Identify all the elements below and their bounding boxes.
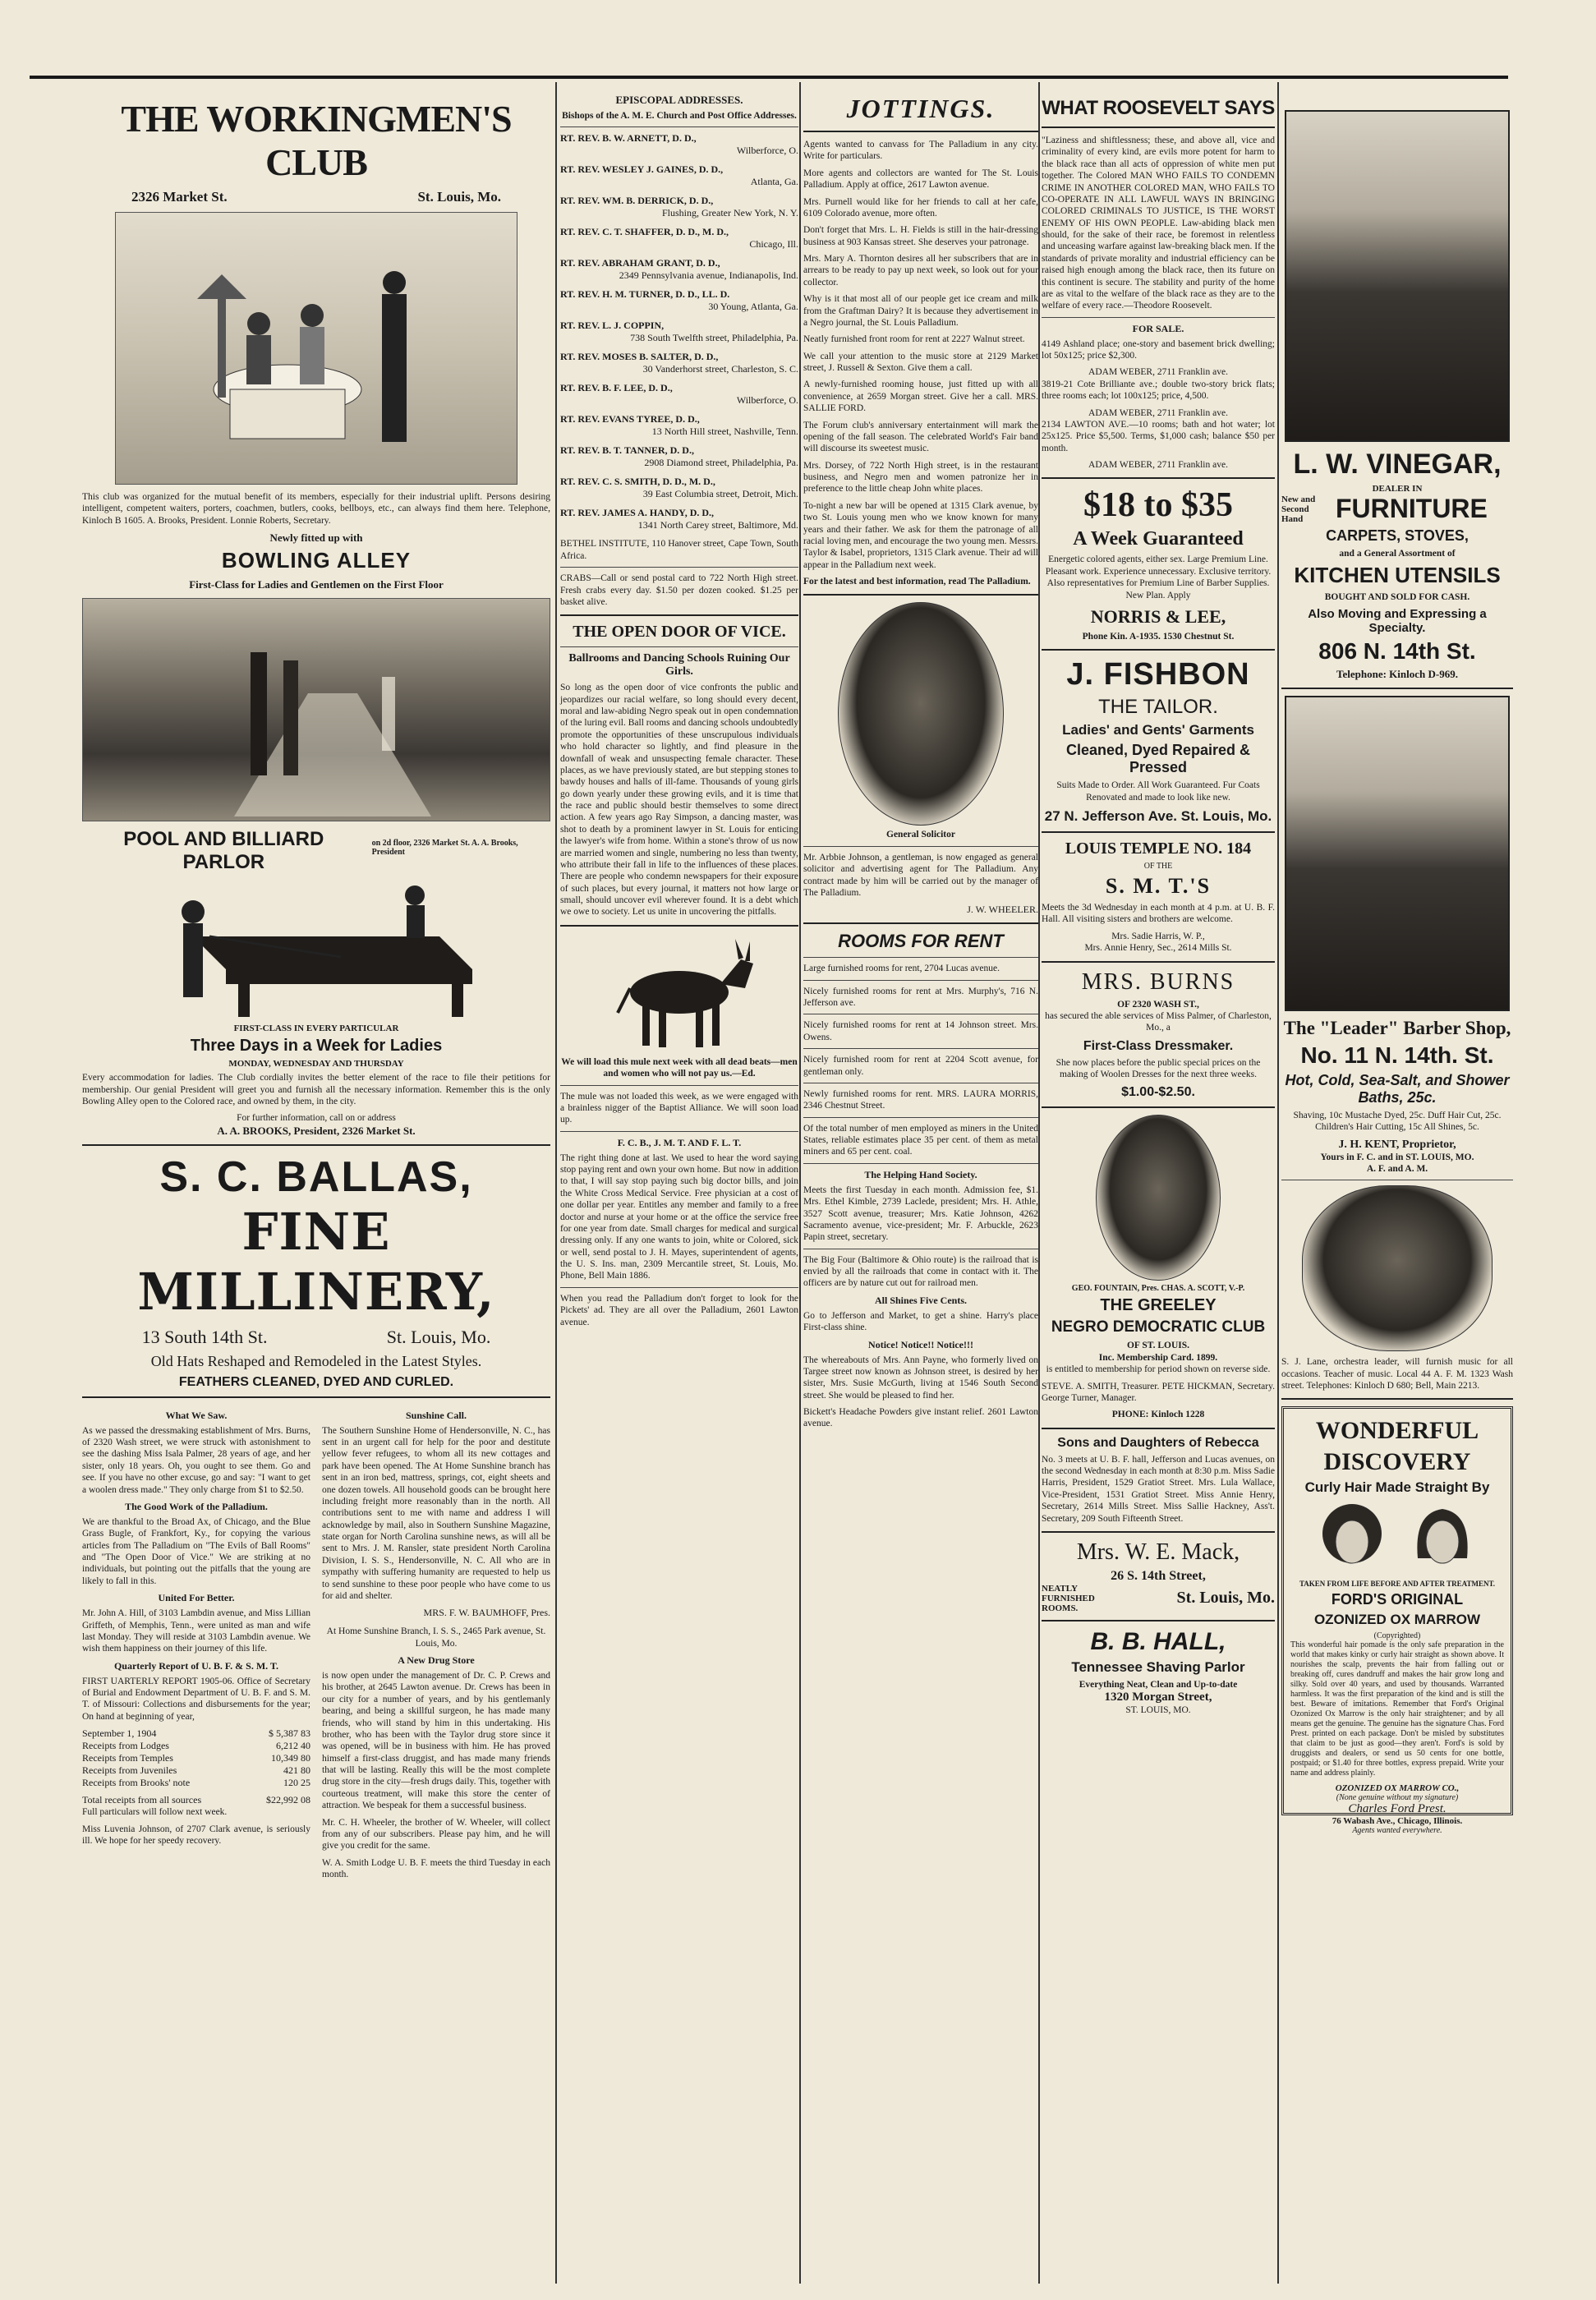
- divider: [560, 925, 798, 927]
- roosevelt-heading: WHAT ROOSEVELT SAYS: [1042, 97, 1275, 119]
- receipt-row: [82, 1727, 310, 1740]
- for-sale-contact: ADAM WEBER, 2711 Franklin ave.: [1088, 460, 1228, 470]
- united-heading: United For Better.: [158, 1592, 235, 1604]
- wage-subheading: A Week Guaranteed: [1073, 528, 1244, 550]
- bethel-institute: BETHEL INSTITUTE, 110 Hanover street, Cape Town, South Africa.: [560, 539, 798, 561]
- lane-text: S. J. Lane, orchestra leader, will furnish music for all occasions. Teacher of music. Local 44 A. F. M. 1323 Wash street. Telephones: Kinloch D 680; Bell, Main 2213.: [1281, 1357, 1513, 1391]
- bishop-name: RT. REV. WESLEY J. GAINES, D. D.,: [560, 163, 724, 176]
- hall-address: 1320 Morgan Street,: [1104, 1690, 1212, 1704]
- total-value: $22,992 08: [266, 1794, 310, 1806]
- divider: [560, 614, 798, 616]
- temple-of: OF THE: [1143, 862, 1173, 871]
- bishop-entry: [560, 163, 798, 188]
- bought-sold: BOUGHT AND SOLD FOR CASH.: [1324, 592, 1470, 603]
- smith-lodge-note: W. A. Smith Lodge U. B. F. meets the third Tuesday in each month.: [322, 1857, 550, 1879]
- divider: [803, 131, 1038, 132]
- ozonized-ox-marrow: OZONIZED OX MARROW: [1313, 1612, 1481, 1628]
- ballas-city: St. Louis, Mo.: [386, 1326, 491, 1347]
- divider: [1042, 1620, 1275, 1622]
- column-2: [560, 85, 798, 2279]
- jotting: For the latest and best information, read The Palladium.: [803, 577, 1031, 586]
- fcb-heading: F. C. B., J. M. T. AND F. L. T.: [617, 1136, 742, 1148]
- for-sale-item: 2134 LAWTON AVE.—10 rooms; bath and hot water; lot 25x125. Price $5,500. Terms, $1,000 cash; balance $50 per month.: [1042, 419, 1275, 453]
- billiard-illustration: [115, 879, 517, 1019]
- mule-note: The mule was not loaded this week, as we were engaged with a brainless nigger of the Baptist Alliance. We will soon load up.: [560, 1091, 798, 1125]
- dealer-line: DEALER IN: [1372, 484, 1423, 494]
- bowling-heading: BOWLING ALLEY: [221, 548, 412, 573]
- jottings-heading: JOTTINGS.: [846, 94, 996, 123]
- quarterly-text: FIRST UARTERLY REPORT 1905-06. Office of Secretary of Burial and Endowment Department of U. B. F. and S. M. T. of Missouri: Collections and disbursements for the year; On hand at beginning of year,: [82, 1676, 310, 1722]
- greeley-officers: GEO. FOUNTAIN, Pres. CHAS. A. SCOTT, V.-P.: [1071, 1284, 1245, 1294]
- greeley-heading-2: NEGRO DEMOCRATIC CLUB: [1051, 1318, 1266, 1336]
- greeley-signatures: STEVE. A. SMITH, Treasurer. PETE HICKMAN, Secretary. George Turner, Manager.: [1042, 1381, 1275, 1403]
- for-sale-item: 4149 Ashland place; one-story and basement brick dwelling; lot 50x125; price $2,300.: [1042, 338, 1275, 361]
- dressmaker: First-Class Dressmaker.: [1083, 1038, 1234, 1053]
- wage-text: Energetic colored agents, either sex. Large Premium Line. Pleasant work. Experience unnecessary. Exclusive territory. Also representatives for Premium Line of Barber Supplies. New Plan. Apply: [1045, 554, 1272, 600]
- burns-more: She now places before the public special prices on the making of Woolen Dresses for the next three weeks.: [1056, 1057, 1261, 1079]
- temple-secretary: Mrs. Annie Henry, Sec., 2614 Mills St.: [1084, 943, 1232, 954]
- solicitor-signature: J. W. WHEELER.: [967, 904, 1038, 916]
- divider: [560, 1085, 798, 1086]
- total-label: Total receipts from all sources: [82, 1794, 202, 1806]
- club-address: 2326 Market St.: [131, 189, 228, 205]
- burns-price: $1.00-$2.50.: [1121, 1085, 1195, 1100]
- bowling-alley-photo: [82, 598, 550, 821]
- bishop-name: RT. REV. B. F. LEE, D. D.,: [560, 382, 673, 394]
- leader-address: No. 11 N. 14th. St.: [1300, 1042, 1494, 1068]
- none-genuine: (None genuine without my signature): [1336, 1793, 1459, 1803]
- solicitor-caption: General Solicitor: [886, 830, 955, 840]
- ford-company: OZONIZED OX MARROW CO.,: [1335, 1783, 1460, 1794]
- bishop-address: 30 Young, Atlanta, Ga.: [708, 301, 798, 313]
- bishop-name: RT. REV. MOSES B. SALTER, D. D.,: [560, 351, 719, 363]
- divider: [1042, 1106, 1275, 1108]
- taken-from-life: TAKEN FROM LIFE BEFORE AND AFTER TREATMENT.: [1299, 1580, 1496, 1589]
- vinegar-phone: Telephone: Kinloch D-969.: [1336, 667, 1458, 680]
- episcopal-subheading: Bishops of the A. M. E. Church and Post Office Addresses.: [562, 111, 797, 121]
- vinegar-address: 806 N. 14th St.: [1318, 637, 1476, 664]
- bishop-entry: [560, 476, 798, 500]
- mack-line: [1042, 1584, 1275, 1613]
- united-text: Mr. John A. Hill, of 3103 Lambdin avenue, and Miss Lillian Griffeth, of Memphis, Tenn., were united as man and wife last Monday. They will reside at 3103 Lambdin avenue. We wish them happiness on their journey of this life.: [82, 1608, 310, 1654]
- receipt-row: [82, 1740, 310, 1752]
- receipt-row: [82, 1752, 310, 1764]
- feathers: FEATHERS CLEANED, DYED AND CURLED.: [178, 1374, 454, 1389]
- vinegar-heading: L. W. VINEGAR,: [1293, 448, 1502, 480]
- bicketts-note: Bickett's Headache Powders give instant relief. 2601 Lawton avenue.: [803, 1407, 1038, 1429]
- column-1: [82, 85, 550, 2279]
- divider: [803, 922, 1038, 924]
- norris-address: Phone Kin. A-1935. 1530 Chestnut St.: [1082, 631, 1235, 642]
- bishop-name: RT. REV. B. T. TANNER, D. D.,: [560, 444, 694, 457]
- bishop-address: 39 East Columbia street, Detroit, Mich.: [642, 488, 798, 500]
- greeley-text: is entitled to membership for period shown on reverse side.: [1046, 1364, 1271, 1375]
- smt-heading: S. M. T.'S: [1105, 874, 1212, 898]
- club-address-line: [82, 187, 550, 207]
- receipt-total: [82, 1794, 310, 1806]
- suits-text: Suits Made to Order. All Work Guaranteed. Fur Coats Renovated and made to look like new.: [1056, 780, 1260, 803]
- top-rule: [30, 76, 1508, 79]
- fords-original: FORD'S ORIGINAL: [1331, 1591, 1464, 1608]
- hall-heading: B. B. HALL,: [1090, 1627, 1226, 1655]
- divider: [560, 567, 798, 568]
- bishop-entry: [560, 507, 798, 531]
- helping-hand-heading: The Helping Hand Society.: [864, 1168, 977, 1180]
- bishop-entry: [560, 288, 798, 313]
- bishop-address: Chicago, Ill.: [749, 238, 798, 251]
- divider: [803, 594, 1038, 596]
- bishop-name: RT. REV. L. J. COPPIN,: [560, 320, 665, 332]
- dining-scene-icon: [181, 225, 452, 472]
- divider: [82, 1396, 550, 1398]
- for-sale-contact: ADAM WEBER, 2711 Franklin ave.: [1088, 367, 1228, 378]
- bishop-name: RT. REV. H. M. TURNER, D. D., LL. D.: [560, 288, 730, 301]
- hall-subheading: Tennessee Shaving Parlor: [1071, 1658, 1245, 1675]
- hall-text: Everything Neat, Clean and Up-to-date: [1079, 1679, 1238, 1690]
- bishop-list: [560, 132, 798, 531]
- bishop-name: RT. REV. EVANS TYREE, D. D.,: [560, 413, 700, 426]
- jotting: Mrs. Dorsey, of 722 North High street, is in the restaurant business, and Negro men and women patronize her in preference to the little cheap John white places.: [803, 460, 1038, 494]
- lane-portrait: [1302, 1185, 1493, 1351]
- receipt-row: [82, 1764, 310, 1777]
- sunshine-branch: At Home Sunshine Branch, I. S. S., 2465 Park avenue, St. Louis, Mo.: [326, 1626, 546, 1649]
- bishop-entry: [560, 257, 798, 282]
- drug-store-heading: A New Drug Store: [398, 1654, 475, 1666]
- hall-city: ST. LOUIS, MO.: [1125, 1705, 1191, 1716]
- divider: [803, 1117, 1038, 1118]
- what-we-saw: As we passed the dressmaking establishment of Mrs. Burns, of 2320 Wash street, we were struck with astonishment to see the dashing Miss Isala Palmer, 28 years of age, and her sister, only 18 years. Oh, you ought to see them. Go and see. If you have no other excuse, go and say: "I want to get a woolen dress made." They only charge from $1 to $2.50.: [82, 1425, 310, 1495]
- room-ad: Newly furnished rooms for rent. MRS. LAURA MORRIS, 2346 Chestnut Street.: [803, 1088, 1038, 1111]
- bishop-entry: [560, 444, 798, 469]
- greeley-phone: PHONE: Kinloch 1228: [1111, 1410, 1205, 1420]
- club-dining-illustration: [115, 212, 517, 485]
- bishop-name: RT. REV. WM. B. DERRICK, D. D.,: [560, 195, 714, 207]
- carpets-stoves: CARPETS, STOVES,: [1326, 527, 1469, 544]
- wonderful-heading: WONDERFUL: [1315, 1417, 1479, 1445]
- general-assortment: and a General Assortment of: [1339, 549, 1456, 559]
- bishop-entry: [560, 351, 798, 375]
- receipt-label: Receipts from Brooks' note: [82, 1777, 191, 1789]
- vice-subheading: Ballrooms and Dancing Schools Ruining Our Girls.: [568, 652, 790, 678]
- notice-text: The whereabouts of Mrs. Ann Payne, who formerly lived on Targee street now known as Johnson street, is desired by her sister, Mrs. Susie McGurth, living at 1546 South Second street. She would be pleased to find her.: [803, 1355, 1038, 1401]
- divider: [1042, 477, 1275, 479]
- divider: [1042, 1428, 1275, 1429]
- sunshine-signature: MRS. F. W. BAUMHOFF, Pres.: [423, 1607, 550, 1619]
- receipt-value: 421 80: [283, 1764, 310, 1777]
- column-divider: [1277, 82, 1279, 2284]
- crabs-ad: CRABS—Call or send postal card to 722 North High street. Fresh crabs every day. $1.50 per dozen cooked. $1.25 per basket alive.: [560, 573, 798, 607]
- episcopal-heading: EPISCOPAL ADDRESSES.: [615, 94, 743, 106]
- club-description: This club was organized for the mutual benefit of its members, especially for their industrial uplift. Persons desiring intelligent, competent waiters, porters, coachmen, butlers, cooks, bellboys, etc., can always find them here. Telephone, Kinloch B 1605. A. Brooks, President. Lonnie Roberts, Secretary.: [82, 492, 550, 526]
- column-5: [1281, 85, 1513, 2279]
- room-ad: Large furnished rooms for rent, 2704 Lucas avenue.: [803, 964, 1000, 974]
- divider: [803, 1048, 1038, 1049]
- moving-specialty: Also Moving and Expressing a Specialty.: [1308, 606, 1487, 635]
- quarterly-heading: Quarterly Report of U. B. F. & S. M. T.: [113, 1659, 279, 1672]
- bishop-address: 1341 North Carey street, Baltimore, Md.: [637, 519, 798, 531]
- column-divider: [1038, 82, 1040, 2284]
- divider: [1042, 961, 1275, 963]
- ford-ad-box: [1281, 1406, 1513, 1836]
- jotting: A newly-furnished rooming house, just fitted up with all convenience, at 2659 Morgan street. Give her a call. MRS. SALLIE FORD.: [803, 380, 1038, 414]
- roosevelt-quote: "Laziness and shiftlessness; these, and above all, vice and criminality of every kind, are evils more potent for harm to the black race than all acts of oppression of white men put together. The Colored MAN WHO FAILS TO CONDEMN CRIME IN ANOTHER COLORED MAN, WHO FAILS TO CO-OPERATE IN ALL LAWFUL WAYS IN BRINGING COLORED CRIMINALS TO JUSTICE, IS THE WORST ENEMY OF HIS OWN PEOPLE. Law-abiding black men should, for the sake of their race, be foremost in relentless and unceasing warfare against law-breaking black men. If the standards of private morality and industrial efficiency can be raised high enough among the black race, then its future on this continent is secure. The stability and purity of the home are as vital to the welfare of the black race as they are to the welfare of every race.—Theodore Roosevelt.: [1042, 136, 1275, 311]
- bishop-address: 738 South Twelfth street, Philadelphia, Pa.: [630, 332, 798, 344]
- divider: [1281, 688, 1513, 689]
- greeley-card: Inc. Membership Card. 1899.: [1098, 1352, 1218, 1363]
- receipt-value: 6,212 40: [276, 1740, 310, 1752]
- curly-heading: Curly Hair Made Straight By: [1304, 1479, 1490, 1496]
- johnson-note: Miss Luvenia Johnson, of 2707 Clark avenue, is seriously ill. We hope for her speedy recovery.: [82, 1824, 310, 1846]
- greeley-portrait: [1096, 1115, 1221, 1281]
- room-ad: Nicely furnished rooms for rent at Mrs. Murphy's, 716 N. Jefferson ave.: [803, 986, 1038, 1008]
- column-3: [803, 85, 1038, 2279]
- for-sale-heading: FOR SALE.: [1132, 322, 1184, 334]
- bishop-entry: [560, 382, 798, 407]
- for-sale-contact: ADAM WEBER, 2711 Franklin ave.: [1088, 407, 1228, 418]
- receipt-label: Receipts from Temples: [82, 1752, 173, 1764]
- millinery-heading: FINE MILLINERY,: [137, 1201, 495, 1322]
- wheeler-note: Mr. C. H. Wheeler, the brother of W. Wheeler, will collect from any of our subscribers. Please pay him, and he will give you credit for the same.: [322, 1817, 550, 1852]
- jotting: Agents wanted to canvass for The Palladium in any city. Write for particulars.: [803, 140, 1038, 162]
- col1-lower: [82, 1405, 550, 1886]
- tailor: THE TAILOR.: [1098, 696, 1218, 719]
- norris-lee: NORRIS & LEE,: [1090, 605, 1226, 627]
- burns-address: OF 2320 WASH ST.,: [1117, 999, 1199, 1010]
- jotting: To-night a new bar will be opened at 1315 Clark avenue, by two St. Louis young men who we know known for many years and their father. We ask for them the patronage of all racial loving men, and encourage the two young men. Messrs. Taylor & Isabel, proprietors, 1315 Clark avenue. Their ad will appear in the Palladium next week.: [803, 500, 1038, 570]
- ballas-address-line: [82, 1327, 550, 1348]
- solicitor-portrait: [838, 602, 1004, 826]
- divider: [803, 1163, 1038, 1164]
- bishop-name: RT. REV. JAMES A. HANDY, D. D.,: [560, 507, 715, 519]
- straight-hair-head-icon: [1405, 1501, 1479, 1575]
- for-sale-item: 3819-21 Cote Brilliante ave.; double two-story brick flats; three rooms each; lot 100x125; price, 4,500.: [1042, 379, 1275, 402]
- ford-text: This wonderful hair pomade is the only safe preparation in the world that makes kinky or curly hair straight as shown above. It nourishes the scalp, prevents the hair from falling out or breaking off, cures dandruff and makes the hair grow long and silky. Sold over 40 years, and used by thousands. Warranted harmless. It was the first preparation of the kind and is still the best. Beware of imitations. Remember that Ford's Original Ozonized Ox Marrow is the only hair straightener; and by all means get the genuine. The genuine has the signature Chas. Ford Prest. printed on each package. Don't be misled by substitutes that claim to be just as good—they aren't. Ford's is sold by druggists and dealers, or send us 50 cents for one bottle, postpaid; or $1.40 for three bottles, express prepaid. Write your name and address plainly.: [1290, 1640, 1504, 1778]
- greeley-city: OF ST. LOUIS.: [1126, 1341, 1190, 1351]
- mule-illustration: [560, 933, 798, 1056]
- mack-city: St. Louis, Mo.: [1176, 1589, 1275, 1608]
- bishop-entry: [560, 413, 798, 438]
- wage-heading: $18 to $35: [1083, 486, 1233, 525]
- col1-lower-left: [82, 1405, 310, 1886]
- drug-store-text: is now open under the management of Dr. C. P. Crews and his brother, at 2645 Lawton avenue. Dr. Crews has been in our city for a number of years, and by his gentlemanly bearing, and being a skillful surgeon, he has made many friends, who will stand by him in this undertaking. His brother, who has been with the Taylor drug store since it was opened, will be in business with him. He has proved himself a first-class druggist, and has made many friends that will be lasting. Really this will be the most complete drug store in the city—fresh drugs daily. This, together with courteous treatment, will make this store the center of attraction. We bespeak for them a successful business.: [322, 1671, 550, 1811]
- divider: [560, 646, 798, 647]
- solicitor-text: Mr. Arbbie Johnson, a gentleman, is now engaged as general solicitor and advertising agent for The Palladium. Any contract made by him will be carried out by the manager of The Palladium.: [803, 852, 1038, 898]
- cleaned: Cleaned, Dyed Repaired & Pressed: [1065, 742, 1251, 776]
- receipt-label: Receipts from Lodges: [82, 1740, 169, 1752]
- white-cross-text: The right thing done at last. We used to hear the word saying stop paying rent and own your own home. But now in addition to that, I will say stop paying such big doctor bills, and join the White Cross Medical Service. Free physician at a cost of one dollar per year. Entitles any member and family to a free doctor and nurse at your home or at the office the service free for one year from date. Small charges for medical and surgical dressing only. If any one wants to join, white or Colored, sick or well, send postal to J. H. Mayes, superintendent of agents, the U. S. Ins. man, 2309 Mercantile street, St. Louis, Mo. Phone, Bell Main 1886.: [560, 1152, 798, 1281]
- ford-signature: Charles Ford Prest.: [1348, 1802, 1447, 1816]
- divider: [560, 1131, 798, 1132]
- baths: Hot, Cold, Sea-Salt, and Shower Baths, 25c.: [1285, 1071, 1510, 1106]
- divider: [1042, 831, 1275, 833]
- miners-note: Of the total number of men employed as miners in the United States, reliable estimates place 35 per cent. of them as metal miners and 65 per cent. coal.: [803, 1123, 1038, 1157]
- col1-lower-right: [322, 1405, 550, 1886]
- bishop-address: 2908 Diamond street, Philadelphia, Pa.: [644, 457, 798, 469]
- temple-text: Meets the 3d Wednesday in each month at 4 p.m. at U. B. F. Hall. All visiting sisters and brothers are welcome.: [1042, 903, 1275, 925]
- club-title: THE WORKINGMEN'S CLUB: [121, 98, 512, 183]
- pool-heading-line: [82, 828, 550, 874]
- divider: [560, 126, 798, 127]
- furniture-line: [1281, 494, 1513, 524]
- bishop-address: Wilberforce, O.: [736, 394, 798, 407]
- curly-hair-head-icon: [1315, 1501, 1389, 1575]
- divider: [82, 1144, 550, 1146]
- ladies-days-heading: Three Days in a Week for Ladies: [190, 1037, 443, 1056]
- divider: [1042, 1531, 1275, 1533]
- bishop-address: Flushing, Greater New York, N. Y.: [662, 207, 798, 219]
- vice-heading: THE OPEN DOOR OF VICE.: [573, 623, 786, 642]
- divider: [1042, 649, 1275, 651]
- newly-fitted: Newly fitted up with: [269, 531, 363, 545]
- room-ad: Nicely furnished room for rent at 2204 Scott avenue, for gentleman only.: [803, 1055, 1038, 1077]
- ladies-days: MONDAY, WEDNESDAY AND THURSDAY: [228, 1059, 404, 1070]
- shines-text: Go to Jefferson and Market, to get a shine. Harry's place First-class shine.: [803, 1310, 1038, 1333]
- agents-wanted: Agents wanted everywhere.: [1352, 1826, 1442, 1836]
- vice-text: So long as the open door of vice confronts the public and jeopardizes our racial welfare, so long should every decent, moral and law-abiding Negro speak out in open condemnation of the luring evil. Ball rooms and dancing schools undoubtedly promote the opportunities of these unscrupulous individuals who hold character so lightly, and find pleasure in the downfall of weak and unsuspecting female character. These places, as we have previously stated, are but stepping stones to bawdy houses and halls of ill-fame. Thousands of young girls go down yearly under these growing evils, and it is time that the race and public should bestir themselves to some direct action. A few years ago Ray Simpson, a dancing master, was shot to death by a prominent lawyer in St. Louis for enticing the lawyer's wife from home. Within a stone's throw of us now are married women and single, numbering no less than twenty, who attribute their fall in life to the influences of these places. There are people who condemn newspapers for their exposure of such places, but every journal, it matters not how large or small, should uncover evil wherever found. It is a debt which we owe to society. Let us unite in uncovering the pitfalls.: [560, 683, 799, 918]
- good-work: We are thankful to the Broad Ax, of Chicago, and the Blue Grass Bugle, of Frankfort, Ky., for copying the various articles from The Palladium on "The Evils of Ball Rooms" and "The Open Door of Vice." We are striking at no individuals, but pointing out the pitfalls that the young are likely to fall in this.: [82, 1516, 310, 1586]
- bowling-subheading: First-Class for Ladies and Gentlemen on the First Floor: [189, 578, 444, 591]
- jotting: Why is it that most all of our people get ice cream and milk from the Graftman Dairy? It is because they advertisement in a Negro journal, the St. Louis Palladium.: [803, 294, 1038, 328]
- divider: [803, 957, 1038, 958]
- jotting: Mrs. Purnell would like for her friends to call at her cafe, 6109 Colorado avenue, more often.: [803, 196, 1038, 218]
- bishop-name: RT. REV. C. S. SMITH, D. D., M. D.,: [560, 476, 715, 488]
- mule-icon: [597, 935, 761, 1054]
- bishop-name: RT. REV. ABRAHAM GRANT, D. D.,: [560, 257, 720, 269]
- discovery-heading: DISCOVERY: [1323, 1448, 1471, 1476]
- bishop-name: RT. REV. C. T. SHAFFER, D. D., M. D.,: [560, 226, 729, 238]
- receipt-value: $ 5,387 83: [269, 1727, 310, 1740]
- barber-prices: Shaving, 10c Mustache Dyed, 25c. Duff Hair Cut, 25c. Children's Hair Cutting, 15c All Shines, 5c.: [1293, 1110, 1502, 1133]
- bishop-entry: [560, 226, 798, 251]
- temple-heading: LOUIS TEMPLE NO. 184: [1065, 840, 1252, 858]
- full-particulars: Full particulars will follow next week.: [82, 1807, 228, 1818]
- copyrighted: (Copyrighted): [1373, 1631, 1421, 1641]
- greeley-heading: THE GREELEY: [1100, 1296, 1217, 1315]
- ballas-name: S. C. BALLAS,: [159, 1152, 473, 1201]
- kent-line-2: A. F. and A. M.: [1366, 1163, 1428, 1174]
- jotting: The Forum club's anniversary entertainment will mark the opening of the fall season. The celebrated World's Fair band will discourse its sweetest music.: [803, 420, 1038, 454]
- furniture-heading: FURNITURE: [1336, 494, 1488, 523]
- pool-note: on 2d floor, 2326 Market St. A. A. Brooks, President: [371, 839, 518, 858]
- helping-hand-text: Meets the first Tuesday in each month. Admission fee, $1. Mrs. Ethel Kimble, 2739 Laclede, president; Mrs. H. Athle, 3527 Scott avenue, treasurer; Mrs. Katie Johnson, 4262 Sacramento avenue, vice-president; Mr. F. Arbuckle, 2623 Papin street, secretary.: [803, 1184, 1038, 1243]
- column-divider: [799, 82, 801, 2284]
- big-four-note: The Big Four (Baltimore & Ohio route) is the railroad that is envied by all the railroads that come in contact with it. The officers are by nature cut out for railroad men.: [803, 1254, 1038, 1289]
- mack-address: 26 S. 14th Street,: [1111, 1568, 1206, 1583]
- rooms-heading: ROOMS FOR RENT: [838, 931, 1004, 952]
- accommodation-text: Every accommodation for ladies. The Club cordially invites the better element of the race to file their petitions for membership. Our genial President will greet you and furnish all the necessary information. Remember this is the only Bowling Alley open to the Colored race, and owned by them, in the city.: [82, 1073, 550, 1106]
- receipt-row: [82, 1777, 310, 1789]
- fishbon-heading: J. FISHBON: [1066, 657, 1250, 692]
- bishop-address: Atlanta, Ga.: [750, 176, 798, 188]
- jotting: Don't forget that Mrs. L. H. Fields is still in the hair-dressing business at 903 Kansas street. She deserves your patronage.: [803, 225, 1038, 247]
- pool-heading: POOL AND BILLIARD PARLOR: [123, 828, 324, 874]
- old-hats: Old Hats Reshaped and Remodeled in the Latest Styles.: [150, 1352, 482, 1369]
- temple-officer: Mrs. Sadie Harris, W. P.,: [1111, 931, 1205, 941]
- further-info: For further information, call on or address: [237, 1113, 396, 1124]
- sunshine-text: The Southern Sunshine Home of Hendersonville, N. C., has sent in an urgent call for help for the poor and destitute yellow fever refugees, to whom all its new cottages and park have been opened. The At Home Sunshine branch has sent in an iron bed, mattress, springs, cot, eight sheets and one dozen towels. All household goods can be brought here including freight more reasonably than in the north. All contributions sent to me with name and address I will acknowledge by mail, also in Southern Sunshine Magazine, state organ for North Carolina sunshine news, as will all be sent to Mrs. J. M. Ransler, state president North Carolina Division, I. S. S., Hendersonville, N. C. All who are in sympathy with suffering humanity are requested to help us to send sunshine to these poor people who have come to us for aid and shelter.: [322, 1425, 550, 1601]
- bishop-address: 30 Vanderhorst street, Charleston, S. C.: [642, 363, 798, 375]
- fishbon-address: 27 N. Jefferson Ave. St. Louis, Mo.: [1044, 808, 1272, 824]
- column-divider: [555, 82, 557, 2284]
- notice-heading: Notice! Notice!! Notice!!!: [868, 1338, 973, 1350]
- kent-proprietor: J. H. KENT, Proprietor,: [1338, 1138, 1456, 1151]
- bishop-name: RT. REV. B. W. ARNETT, D. D.,: [560, 132, 697, 145]
- receipt-label: Receipts from Juveniles: [82, 1764, 177, 1777]
- divider: [1042, 126, 1275, 128]
- vinegar-portrait: [1285, 110, 1510, 442]
- rebecca-text: No. 3 meets at U. B. F. hall, Jefferson and Lucas avenues, on the second Wednesday in each month at 8:30 p.m. Miss Sadie Harris, President, 1529 Gratiot Street. Mrs. Lula Wallace, Vice-President, 1531 Gratiot Street. Miss Annie Henry, Secretary, 2614 Mills Street. Miss Sallie Hackney, Ass't. Secretary, 209 South Fifteenth Street.: [1042, 1454, 1275, 1524]
- ballas-address: 13 South 14th St.: [141, 1326, 268, 1347]
- bishop-entry: [560, 195, 798, 219]
- mack-heading: Mrs. W. E. Mack,: [1076, 1539, 1240, 1565]
- what-we-saw-heading: What We Saw.: [165, 1409, 228, 1421]
- jotting: Mrs. Mary A. Thornton desires all her subscribers that are in arrears to be ready to pay up next week, so look out for your collector.: [803, 254, 1038, 288]
- jotting: Neatly furnished front room for rent at 2227 Walnut street.: [803, 334, 1025, 345]
- receipt-value: 10,349 80: [271, 1752, 310, 1764]
- divider: [1042, 317, 1275, 318]
- divider: [803, 846, 1038, 847]
- column-4: [1042, 85, 1275, 2279]
- kitchen-utensils: KITCHEN UTENSILS: [1294, 563, 1501, 588]
- leader-heading: The "Leader" Barber Shop,: [1283, 1017, 1511, 1038]
- bishop-address: 2349 Pennsylvania avenue, Indianapolis, Ind.: [619, 269, 798, 282]
- shines-heading: All Shines Five Cents.: [874, 1294, 967, 1306]
- kent-line: Yours in F. C. and in ST. LOUIS, MO.: [1320, 1152, 1474, 1162]
- bishop-entry: [560, 132, 798, 157]
- burns-text: has secured the able services of Miss Palmer, of Charleston, Mo., a: [1045, 1010, 1272, 1033]
- jotting: More agents and collectors are wanted for The St. Louis Palladium. Apply at office, 2617 Lawton avenue.: [803, 168, 1038, 191]
- divider: [1281, 1398, 1513, 1400]
- burns-heading: MRS. BURNS: [1081, 968, 1235, 995]
- sunshine-heading: Sunshine Call.: [405, 1409, 467, 1421]
- club-president: A. A. BROOKS, President, 2326 Market St.: [217, 1124, 416, 1137]
- pickets-note: When you read the Palladium don't forget to look for the Pickets' ad. They are all over the Palladium, 2601 Lawton avenue.: [560, 1293, 798, 1327]
- bowling-scene-icon: [86, 603, 546, 816]
- receipt-label: September 1, 1904: [82, 1727, 157, 1740]
- ford-address: 76 Wabash Ave., Chicago, Illinois.: [1332, 1816, 1463, 1827]
- divider: [803, 980, 1038, 981]
- first-class-line: FIRST-CLASS IN EVERY PARTICULAR: [233, 1024, 399, 1034]
- before-after-illustration: [1290, 1501, 1504, 1575]
- bishop-address: Wilberforce, O.: [736, 145, 798, 157]
- good-work-heading: The Good Work of the Palladium.: [125, 1500, 268, 1512]
- jotting: We call your attention to the music store at 2129 Market street, J. Russell & Sexton. Give them a call.: [803, 351, 1038, 373]
- garments: Ladies' and Gents' Garments: [1062, 722, 1254, 738]
- mack-rooms: NEATLY FURNISHED ROOMS.: [1042, 1583, 1095, 1613]
- leader-portrait: [1285, 696, 1510, 1011]
- bishop-address: 13 North Hill street, Nashville, Tenn.: [651, 426, 798, 438]
- mule-caption: We will load this mule next week with all dead beats—men and women who will not pay us.—Ed.: [561, 1056, 798, 1079]
- room-ad: Nicely furnished rooms for rent at 14 Johnson street. Mrs. Owens.: [803, 1020, 1038, 1042]
- club-city: St. Louis, Mo.: [417, 189, 501, 205]
- billiard-table-icon: [144, 879, 489, 1019]
- new-second-hand: New and Second Hand: [1281, 494, 1316, 524]
- divider: [560, 1287, 798, 1288]
- bishop-entry: [560, 320, 798, 344]
- rebecca-heading: Sons and Daughters of Rebecca: [1057, 1435, 1259, 1450]
- receipt-value: 120 25: [283, 1777, 310, 1789]
